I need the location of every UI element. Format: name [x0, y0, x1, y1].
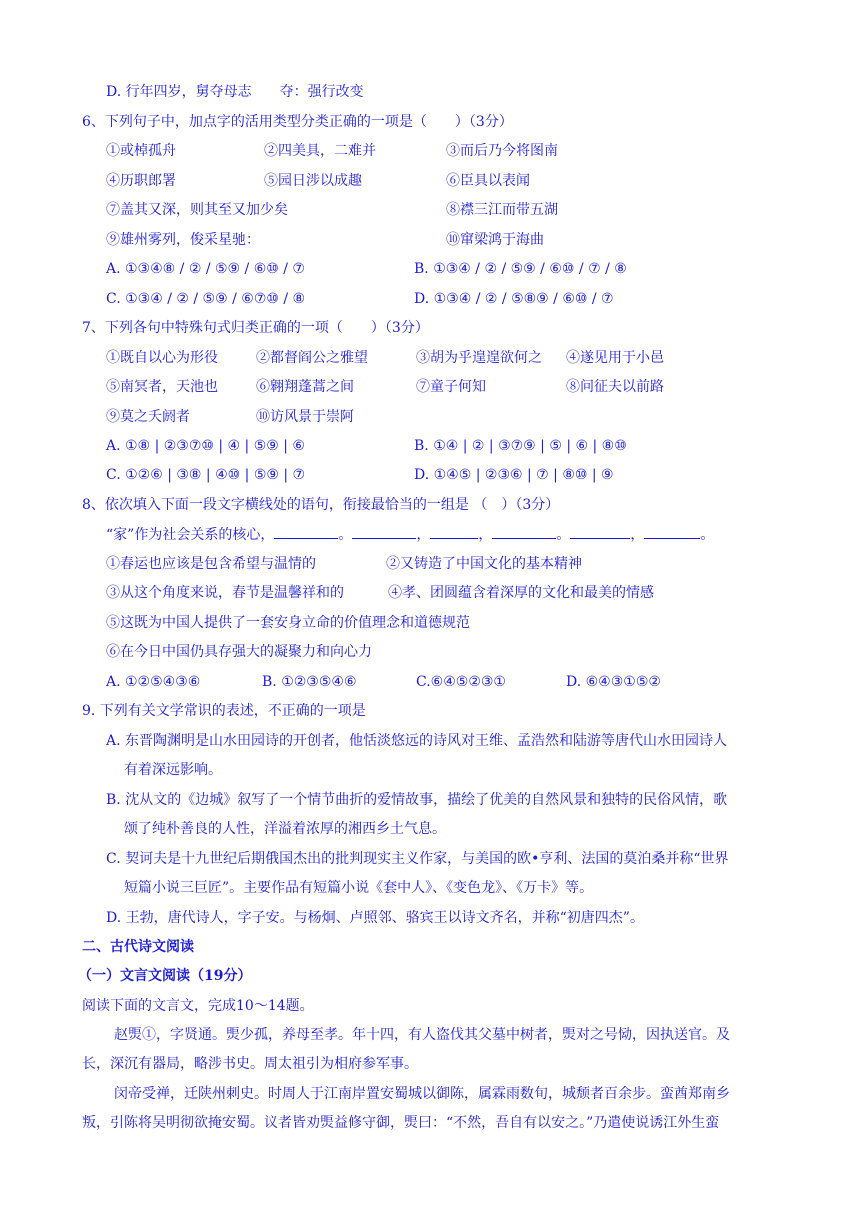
- q8-sentence: ②又铸造了中国文化的基本精神: [386, 556, 582, 572]
- answer-blank[interactable]: [352, 524, 416, 539]
- q8-sentence: ⑤这既为中国人提供了一套安身立命的价值理念和道德规范: [106, 615, 470, 631]
- q7-stem: 7、下列各句中特殊句式归类正确的一项（ ）（3分）: [82, 320, 429, 336]
- passage-paragraph-cont: 长，深沉有器局，略涉书史。周太祖引为相府参军事。: [82, 1056, 418, 1072]
- q8-stem: 8、依次填入下面一段文字横线处的语句，衔接最恰当的一组是 （ ）（3分）: [82, 497, 560, 513]
- q7-item: ②都督阎公之雅望: [256, 350, 368, 366]
- q8-sentence: ①春运也应该是包含希望与温情的: [106, 556, 316, 572]
- q9-option-b: B. 沈从文的《边城》叙写了一个情节曲折的爱情故事，描绘了优美的自然风景和独特的民俗风情，歌: [106, 792, 728, 808]
- reading-instruction: 阅读下面的文言文，完成10～14题。: [82, 998, 314, 1014]
- q6-item: ⑥臣具以表闻: [446, 173, 530, 189]
- q8-option: C.⑥④⑤②③①: [416, 674, 506, 690]
- q6-option: A. ①③④⑧ / ② / ⑤⑨ / ⑥⑩ / ⑦: [106, 261, 305, 277]
- q9-option-b-cont: 颂了纯朴善良的人性，洋溢着浓厚的湘西乡土气息。: [124, 821, 446, 837]
- q8-sentence: ④孝、团圆蕴含着深厚的文化和最美的情感: [388, 585, 654, 601]
- q6-item: ⑧襟三江而带五湖: [446, 202, 558, 218]
- q6-item: ③而后乃今将图南: [446, 143, 558, 159]
- q7-option: D. ①④⑤ | ②③⑥ | ⑦ | ⑧⑩ | ⑨: [414, 467, 614, 483]
- q9-stem: 9. 下列有关文学常识的表述，不正确的一项是: [82, 703, 366, 719]
- q7-item: ⑤南冥者，天池也: [106, 379, 218, 395]
- q8-sentence: ③从这个角度来说，春节是温馨祥和的: [106, 585, 344, 601]
- passage-paragraph-cont: 叛，引陈将吴明彻欲掩安蜀。议者皆劝煚益修守御，煚曰：“不然，吾自有以安之。”乃遣使说诱江外生蛮: [82, 1115, 720, 1131]
- q6-item: ⑨雄州雾列，俊采星驰：: [106, 232, 260, 248]
- q7-item: ⑩访风景于崇阿: [256, 409, 354, 425]
- q6-item: ④历职郎署: [106, 173, 176, 189]
- q6-stem: 6、下列句子中，加点字的活用类型分类正确的一项是（ ）（3分）: [82, 114, 513, 130]
- answer-blank[interactable]: [570, 524, 630, 539]
- q8-passage-start: “家”作为社会关系的核心，: [106, 527, 275, 543]
- q8-option: B. ①②③⑤④⑥: [262, 674, 357, 690]
- q6-option: D. ①③④ / ② / ⑤⑧⑨ / ⑥⑩ / ⑦: [414, 291, 614, 307]
- q6-option: B. ①③④ / ② / ⑤⑨ / ⑥⑩ / ⑦ / ⑧: [414, 261, 627, 277]
- q8-option: D. ⑥④③①⑤②: [566, 674, 661, 690]
- q7-item: ①既自以心为形役: [106, 350, 218, 366]
- answer-blank[interactable]: [430, 524, 478, 539]
- q9-option-a-cont: 有着深远影响。: [124, 762, 222, 778]
- answer-blank[interactable]: [274, 524, 338, 539]
- passage-paragraph: 赵煚①，字贤通。煚少孤，养母至孝。年十四，有人盗伐其父墓中树者，煚对之号恸，因执送官。及: [114, 1027, 730, 1043]
- q7-item: ④遂见用于小邑: [566, 350, 664, 366]
- q5-option-d: D. 行年四岁，舅夺母志 夺：强行改变: [106, 84, 364, 100]
- q7-item: ⑧问征夫以前路: [566, 379, 664, 395]
- q8-option: A. ①②⑤④③⑥: [106, 674, 201, 690]
- q7-option: C. ①②⑥ | ③⑧ | ④⑩ | ⑤⑨ | ⑦: [106, 467, 306, 483]
- answer-blank[interactable]: [492, 524, 556, 539]
- q8-sentence: ⑥在今日中国仍具存强大的凝聚力和向心力: [106, 644, 372, 660]
- q9-option-c-cont: 短篇小说三巨匠”。主要作品有短篇小说《套中人》、《变色龙》、《万卡》等。: [124, 880, 594, 896]
- section-heading: 二、古代诗文阅读: [82, 939, 194, 955]
- q7-option: B. ①④ | ② | ③⑦⑨ | ⑤ | ⑥ | ⑧⑩: [414, 438, 627, 454]
- q8-passage: “家”作为社会关系的核心， 。 ， ， 。 ， 。: [106, 524, 714, 545]
- subsection-heading: （一）文言文阅读（19分）: [78, 968, 252, 984]
- q6-item: ①或棹孤舟: [106, 143, 176, 159]
- answer-blank[interactable]: [644, 524, 700, 539]
- q7-item: ⑨莫之夭阏者: [106, 409, 190, 425]
- q9-option-c: C. 契诃夫是十九世纪后期俄国杰出的批判现实主义作家，与美国的欧•亨利、法国的莫泊桑并称“世界: [106, 851, 729, 867]
- passage-paragraph: 闵帝受禅，迁陕州刺史。时周人于江南岸置安蜀城以御陈，属霖雨数旬，城颓者百余步。蛮酋郑南乡: [114, 1086, 730, 1102]
- q6-item: ⑤园日涉以成趣: [264, 173, 362, 189]
- q9-option-a: A. 东晋陶渊明是山水田园诗的开创者，他恬淡悠远的诗风对王维、孟浩然和陆游等唐代山水田园诗人: [106, 733, 728, 749]
- q9-option-d: D. 王勃，唐代诗人，字子安。与杨炯、卢照邻、骆宾王以诗文齐名，并称“初唐四杰”。: [106, 910, 644, 926]
- q7-option: A. ①⑧ | ②③⑦⑩ | ④ | ⑤⑨ | ⑥: [106, 438, 305, 454]
- q7-item: ③胡为乎遑遑欲何之: [416, 350, 542, 366]
- q7-item: ⑦童子何知: [416, 379, 486, 395]
- q6-item: ②四美具，二难并: [264, 143, 376, 159]
- q7-item: ⑥翱翔蓬蒿之间: [256, 379, 354, 395]
- q6-option: C. ①③④ / ② / ⑤⑨ / ⑥⑦⑩ / ⑧: [106, 291, 306, 307]
- q6-item: ⑩窜梁鸿于海曲: [446, 232, 544, 248]
- q6-item: ⑦盖其又深，则其至又加少矣: [106, 202, 288, 218]
